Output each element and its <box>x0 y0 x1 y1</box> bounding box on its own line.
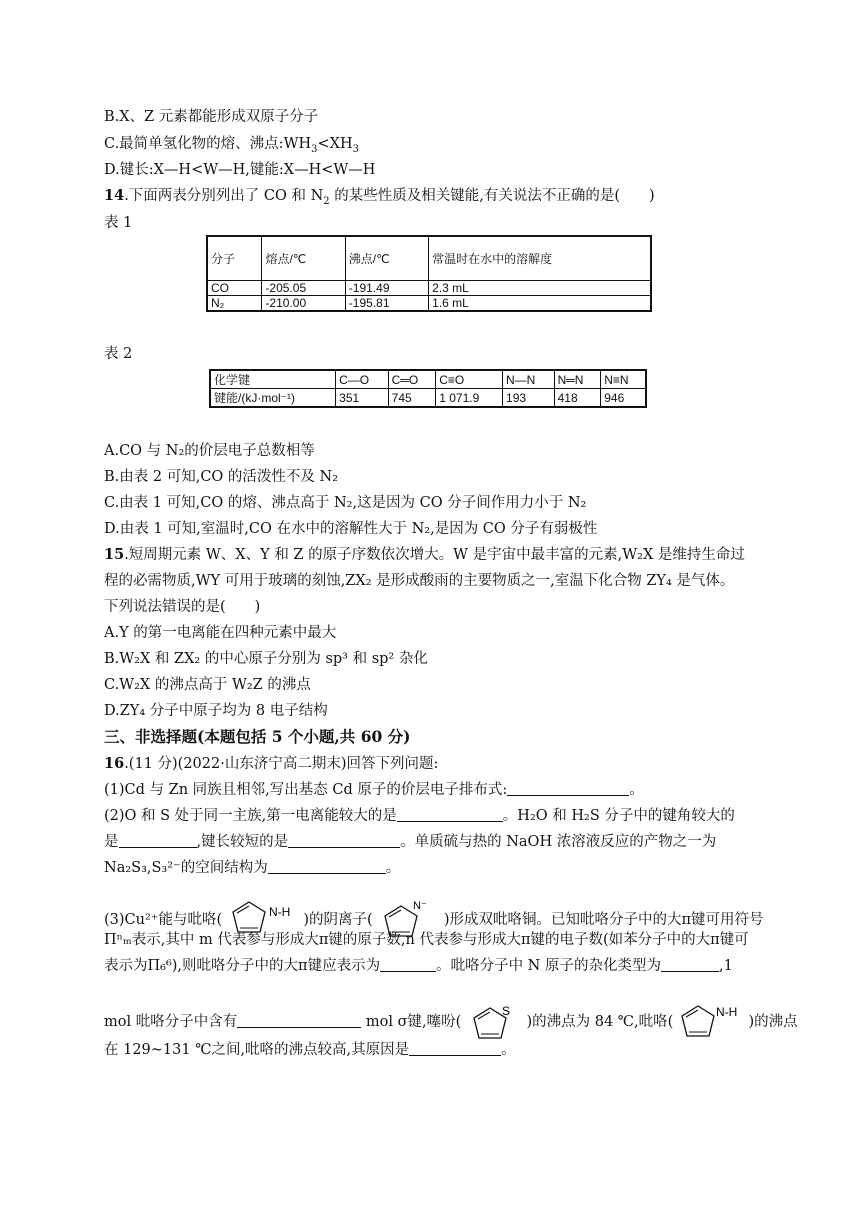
svg-text:N⁻: N⁻ <box>413 900 428 912</box>
q13-option-b: B.X、Z 元素都能形成双原子分子 <box>104 109 319 125</box>
q16-part1: (1)Cd 与 Zn 同族且相邻,写出基态 Cd 原子的价层电子排布式: 。 <box>104 782 644 798</box>
q14-stem: 14.下面两表分别列出了 CO 和 $N_2$ 的某些性质及相关键能,有关说法不正确的是( ) <box>104 187 655 207</box>
q13-option-d: D.键长:X—H<W—H,键能:X—H<W—H <box>104 162 376 178</box>
q14-option-c: C.由表 1 可知,CO 的熔、沸点高于 N₂,这是因为 CO 分子间作用力小于 N₂ <box>104 495 587 511</box>
q14-option-b: B.由表 2 可知,CO 的活泼性不及 N₂ <box>104 469 339 485</box>
q16-part3-line5: 在 129~131 ℃之间,吡咯的沸点较高,其原因是 。 <box>104 1042 516 1058</box>
q16-part3-line2: Πⁿₘ表示,其中 m 代表参与形成大π键的原子数,n 代表参与形成大π键的电子数(如苯分子中的大π键可 <box>104 932 749 948</box>
answer-blank[interactable] <box>507 781 629 796</box>
q14-option-d: D.由表 1 可知,室温时,CO 在水中的溶解性大于 N₂,是因为 CO 分子有弱极性 <box>104 521 598 537</box>
t2-cell: N═N <box>554 370 601 389</box>
t1-cell: 1.6 mL <box>429 295 651 311</box>
answer-blank[interactable] <box>409 1041 501 1056</box>
q15-stem-line2: 程的必需物质,WY 可用于玻璃的刻蚀,ZX₂ 是形成酸雨的主要物质之一,室温下化合物 ZY₄ 是气体。 <box>104 573 735 589</box>
t1-cell: -205.05 <box>262 280 345 295</box>
t1-cell: -195.81 <box>345 295 428 311</box>
t1-cell: N₂ <box>207 295 262 311</box>
q16-head: 16.(11 分)(2022·山东济宁高二期末)回答下列问题: <box>104 755 439 772</box>
answer-blank[interactable] <box>661 957 719 972</box>
answer-blank[interactable] <box>268 859 386 874</box>
q16-part3-line1: (3)Cu²⁺能与吡咯( N-H )的阴离子( N⁻ )形成双吡咯铜。已知吡咯分子中的大π键可用符号 <box>104 898 764 942</box>
t1-cell: CO <box>207 280 262 295</box>
t2-cell: C═O <box>388 370 436 389</box>
pyrrole-structure-icon <box>678 1000 744 1044</box>
answer-blank[interactable] <box>288 833 400 848</box>
t2-cell: 键能/(kJ·mol⁻¹) <box>210 389 336 408</box>
svg-text:N-H: N-H <box>715 1005 738 1019</box>
t2-cell: C≡O <box>436 370 503 389</box>
svg-text:S: S <box>501 1004 510 1018</box>
q16-part2-line2: 是 ,键长较短的是 。单质硫与热的 NaOH 浓溶液反应的产物之一为 <box>104 834 717 850</box>
section-heading: 三、非选择题(本题包括 5 个小题,共 60 分) <box>104 727 411 746</box>
t2-cell: 1 071.9 <box>436 389 503 408</box>
q16-part2-line3: Na₂S₃,S₃²⁻的空间结构为 。 <box>104 860 401 876</box>
q15-stem-line1: 15.短周期元素 W、X、Y 和 Z 的原子序数依次增大。W 是宇宙中最丰富的元素,W₂X 是维持生命过 <box>104 546 745 563</box>
table1-label: 表 1 <box>104 215 133 231</box>
q15-stem-line3: 下列说法错误的是( ) <box>104 599 261 615</box>
t2-cell: N≡N <box>601 370 646 389</box>
t2-cell: 418 <box>554 389 601 408</box>
table2-label: 表 2 <box>104 346 133 362</box>
t1-header-cell: 常温时在水中的溶解度 <box>429 236 651 280</box>
thiophene-structure-icon <box>466 1000 522 1044</box>
t2-cell: C—O <box>336 370 389 389</box>
t1-header-cell: 沸点/℃ <box>345 236 428 280</box>
answer-blank[interactable] <box>380 957 436 972</box>
t2-cell: 351 <box>336 389 389 408</box>
q13-option-c: C.最简单氢化物的熔、沸点$:WH_3<XH_3$ <box>104 136 359 155</box>
q16-part2-line1: (2)O 和 S 处于同一主族,第一电离能较大的是 。H₂O 和 H₂S 分子中的键角较大的 <box>104 808 735 824</box>
t2-cell: 化学键 <box>210 370 336 389</box>
q15-option-a: A.Y 的第一电离能在四种元素中最大 <box>104 625 337 641</box>
t1-cell: 2.3 mL <box>429 280 651 295</box>
t2-cell: 745 <box>388 389 436 408</box>
q15-option-d: D.ZY₄ 分子中原子均为 8 电子结构 <box>104 703 328 719</box>
table-2 <box>209 369 647 408</box>
q16-part3-line4: mol 吡咯分子中含有 mol σ键,噻吩( S )的沸点为 84 ℃,吡咯( N-H )的沸点 <box>104 1000 798 1044</box>
q15-option-b: B.W₂X 和 ZX₂ 的中心原子分别为 sp³ 和 sp² 杂化 <box>104 651 428 667</box>
svg-text:N-H: N-H <box>268 905 291 919</box>
t1-cell: -210.00 <box>262 295 345 311</box>
t1-header-cell: 熔点/℃ <box>262 236 345 280</box>
q15-option-c: C.W₂X 的沸点高于 W₂Z 的沸点 <box>104 677 311 693</box>
t2-cell: 193 <box>503 389 555 408</box>
t2-cell: N—N <box>503 370 555 389</box>
answer-blank[interactable] <box>119 833 197 848</box>
t1-header-cell: 分子 <box>207 236 262 280</box>
answer-blank[interactable] <box>237 1013 361 1028</box>
t2-cell: 946 <box>601 389 646 408</box>
t1-cell: -191.49 <box>345 280 428 295</box>
q14-option-a: A.CO 与 N₂的价层电子总数相等 <box>104 443 315 459</box>
table-1 <box>206 235 652 312</box>
q16-part3-line3: 表示为Π₆⁶),则吡咯分子中的大π键应表示为 。吡咯分子中 N 原子的杂化类型为 ,1 <box>104 958 733 974</box>
answer-blank[interactable] <box>397 807 503 822</box>
